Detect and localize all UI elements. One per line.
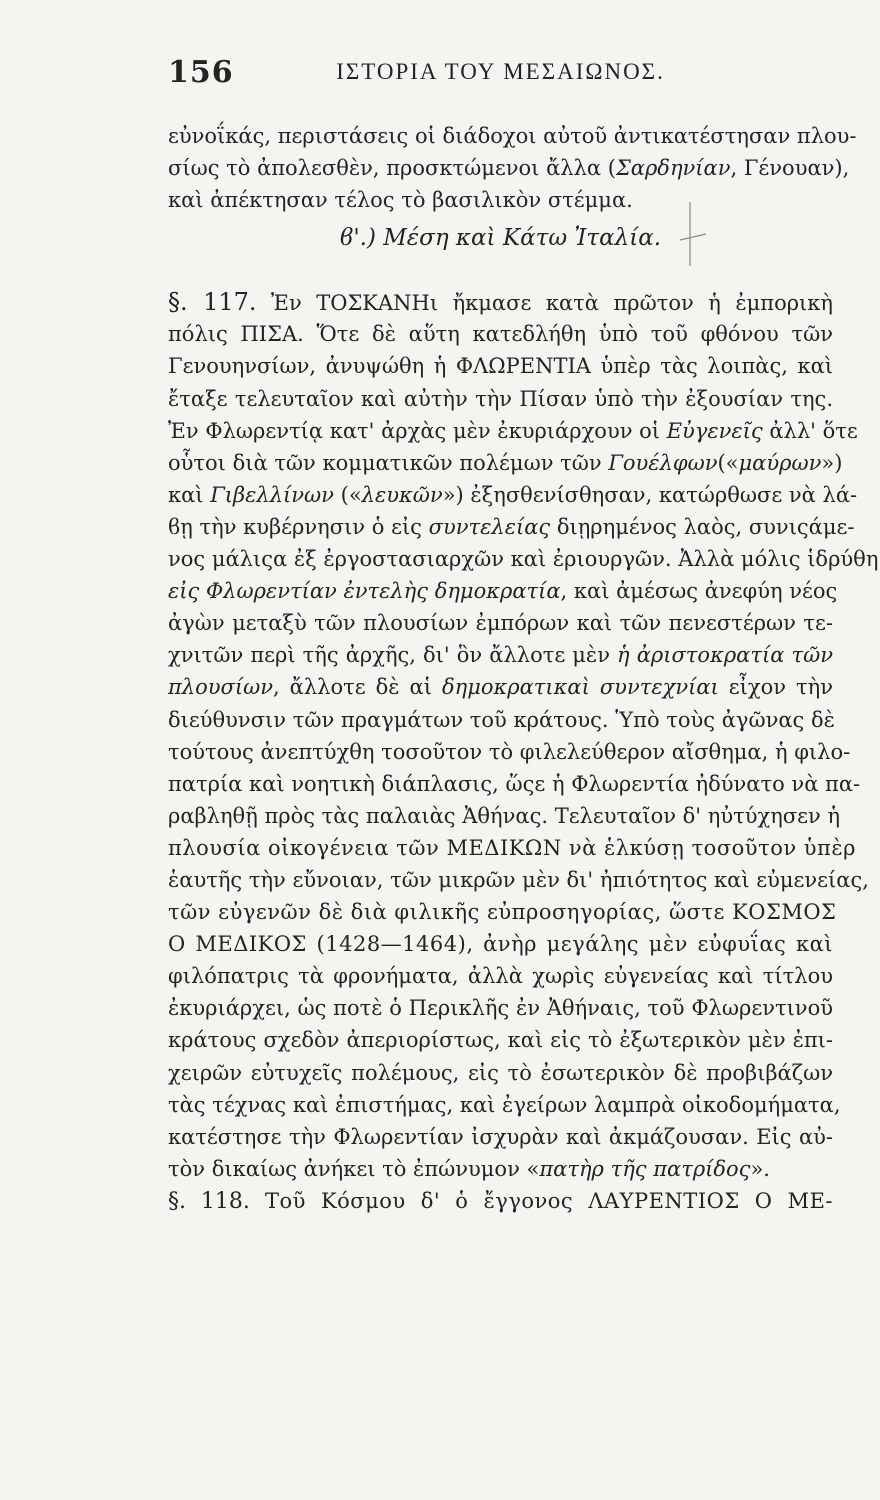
text-line: κράτους σχεδὸν ἀπεριορίστως, καὶ εἰς τὸ ἐξωτερικὸν μὲν ἐπι- <box>168 1028 833 1053</box>
running-title: ΙΣΤΟΡΙΑ ΤΟΥ ΜΕΣΑΙΩΝΟΣ. <box>336 59 665 84</box>
text-line: τὸν δικαίως ἀνήκει τὸ ἐπώνυμον «πατὴρ τῆς πατρίδος». <box>168 1156 770 1181</box>
text-line: πλουσίων, ἄλλοτε δὲ αἱ δημοκρατικαὶ συντεχνίαι εἶχον τὴν <box>168 675 833 700</box>
body-text <box>168 120 879 1217</box>
text-line: νος μάλιςα ἐξ ἐργοστασιαρχῶν καὶ ἐριουργῶν. Ἀλλὰ μόλις ἱδρύθη <box>168 547 879 572</box>
text-line: χνιτῶν περὶ τῆς ἀρχῆς, δι' ὃν ἄλλοτε μὲν ἡ ἀριστοκρατία τῶν <box>168 643 833 668</box>
page-header <box>168 55 833 91</box>
text-line: καὶ Γιβελλίνων («λευκῶν») ἐξησθενίσθησαν, κατώρθωσε νὰ λά- <box>168 482 858 507</box>
text-line: διεύθυνσιν τῶν πραγμάτων τοῦ κράτους. Ὑπὸ τοὺς ἀγῶνας δὲ <box>168 707 835 732</box>
text-line: ἑαυτῆς τὴν εὔνοιαν, τῶν μικρῶν μὲν δι' ἠπιότητος καὶ εὐμενείας, <box>168 867 869 892</box>
text-line: ἔταξε τελευταῖον καὶ αὐτὴν τὴν Πίσαν ὑπὸ τὴν ἐξουσίαν της. <box>168 386 833 411</box>
text-line: πατρία καὶ νοητικὴ διάπλασις, ὥςε ἡ Φλωρεντία ἠδύνατο νὰ πα- <box>168 771 861 796</box>
text-line: Ο ΜΕΔΙΚΟΣ (1428—1464), ἀνὴρ μεγάλης μὲν εὐφυΐας καὶ <box>168 932 833 957</box>
section-heading: ϐ'.) Μέση καὶ Κάτω Ἰταλία. <box>339 225 662 252</box>
section-number: §. 117. <box>168 288 257 317</box>
text-line: πόλις ΠΙΣΑ. Ὅτε δὲ αὕτη κατεδλήθη ὑπὸ τοῦ φθόνου τῶν <box>168 322 833 347</box>
text-line: ἀγὼν μεταξὺ τῶν πλουσίων ἐμπόρων καὶ τῶν πενεστέρων τε- <box>168 611 833 636</box>
text-line: χειρῶν εὐτυχεῖς πολέμους, εἰς τὸ ἐσωτερικὸν δὲ προβιβάζων <box>168 1060 833 1085</box>
section-number: §. 118. <box>168 1188 250 1214</box>
text-line: οὗτοι διὰ τῶν κομματικῶν πολέμων τῶν Γουέλφων(«μαύρων») <box>168 450 843 475</box>
text-line: κατέστησε τὴν Φλωρεντίαν ἰσχυρὰν καὶ ἀκμάζουσαν. Εἰς αὐ- <box>168 1124 833 1149</box>
text-line: καὶ ἀπέκτησαν τέλος τὸ βασιλικὸν στέμμα. <box>168 188 633 213</box>
page-number: 156 <box>168 55 234 90</box>
text-line: Γενουηνσίων, ἀνυψώθη ἡ ΦΛΩΡΕΝΤΙΑ ὑπὲρ τὰς λοιπὰς, καὶ <box>168 354 833 379</box>
text-line: φιλόπατρις τὰ φρονήματα, ἀλλὰ χωρὶς εὐγενείας καὶ τίτλου <box>168 964 833 989</box>
text-line: εὐνοΐκάς, περιστάσεις οἱ διάδοχοι αὐτοῦ ἀντικατέστησαν πλου- <box>168 124 857 148</box>
text-line: τῶν εὐγενῶν δὲ διὰ φιλικῆς εὐπροσηγορίας, ὥστε ΚΟΣΜΟΣ <box>168 900 837 925</box>
text-line: ραβληθῇ πρὸς τὰς παλαιὰς Ἀθήνας. Τελευταῖον δ' ηὐτύχησεν ἡ <box>168 803 841 828</box>
text-line: ἐκυριάρχει, ὡς ποτὲ ὁ Περικλῆς ἐν Ἀθήναις, τοῦ Φλωρεντινοῦ <box>168 996 833 1021</box>
text-line: §. 117. Ἐν ΤΟΣΚΑΝΗι ἤκμασε κατὰ πρῶτον ἡ ἐμπορικὴ <box>168 288 833 317</box>
text-line: ϐῃ τὴν κυβέρνησιν ὁ εἰς συντελείας διῃρημένος λαὸς, συνιςάμε- <box>168 514 855 539</box>
text-line: Ἐν Φλωρεντίᾳ κατ' ἀρχὰς μὲν ἐκυριάρχουν οἱ Εὐγενεῖς ἀλλ' ὅτε <box>168 418 858 443</box>
text-line: τούτους ἀνεπτύχθη τοσοῦτον τὸ φιλελεύθερον αἴσθημα, ἡ φιλο- <box>168 739 851 764</box>
text-line: πλουσία οἰκογένεια τῶν ΜΕΔΙΚΩΝ νὰ ἑλκύσῃ τοσοῦτον ὑπὲρ <box>168 835 856 860</box>
text-line: τὰς τέχνας καὶ ἐπιστήμας, καὶ ἐγείρων λαμπρὰ οἰκοδομήματα, <box>168 1092 841 1117</box>
text-line: εἰς Φλωρεντίαν ἐντελὴς δημοκρατία, καὶ ἀμέσως ἀνεφύη νέος <box>168 579 838 604</box>
text-line: §. 118. Τοῦ Κόσμου δ' ὁ ἔγγονος ΛΑΥΡΕΝΤΙΟΣ Ο ΜΕ- <box>168 1188 833 1214</box>
text-line: σίως τὸ ἀπολεσθὲν, προσκτώμενοι ἄλλα (Σαρδηνίαν, Γένουαν), <box>168 156 850 181</box>
